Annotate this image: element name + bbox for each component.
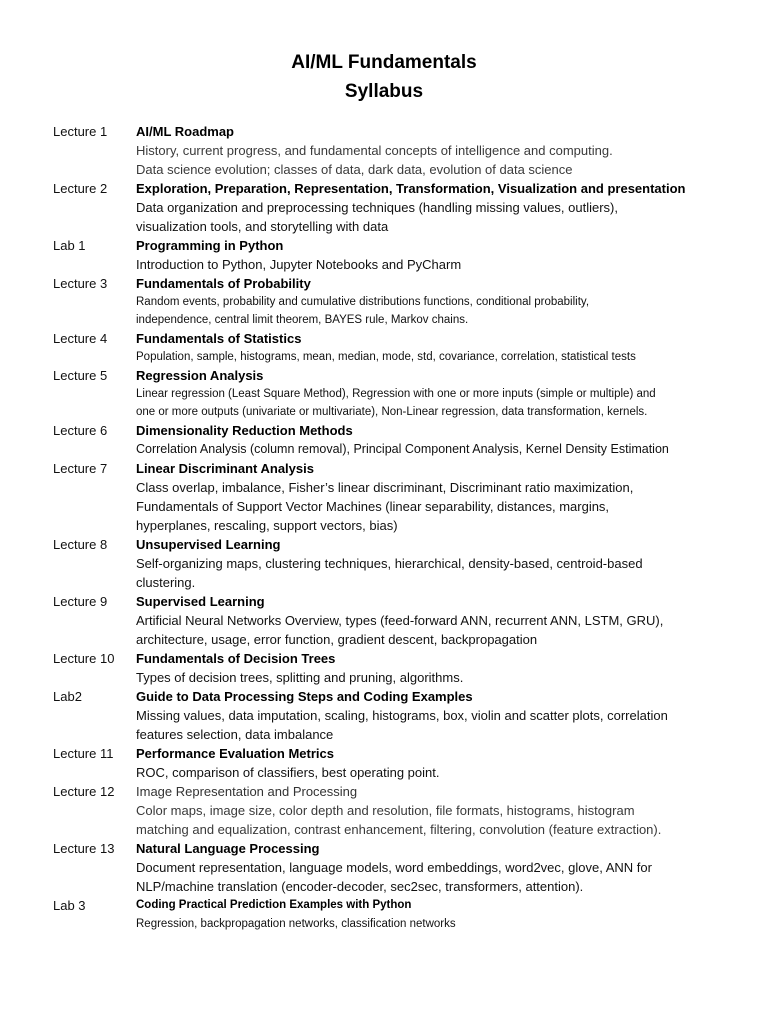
entry-label: Lecture 2 — [53, 181, 108, 196]
entry-description-line: Color maps, image size, color depth and resolution, file formats, histograms, histogram — [136, 803, 635, 818]
syllabus-entry — [53, 535, 718, 592]
entry-label: Lecture 3 — [53, 276, 108, 291]
syllabus-entry — [53, 179, 718, 236]
syllabus-entry — [53, 839, 718, 896]
entry-label: Lecture 9 — [53, 594, 108, 609]
document-subtitle: Syllabus — [344, 81, 424, 102]
entry-description-line: Introduction to Python, Jupyter Notebooks and PyCharm — [136, 257, 462, 272]
entry-label: Lab 3 — [53, 898, 86, 913]
entry-description-line: Random events, probability and cumulative distributions functions, conditional probability, — [136, 296, 590, 308]
entry-description-line: architecture, usage, error function, gradient descent, backpropagation — [136, 632, 538, 647]
entry-description-line: Fundamentals of Support Vector Machines (linear separability, distances, margins, — [136, 499, 610, 514]
entry-description-line: Missing values, data imputation, scaling, histograms, box, violin and scatter plots, correlation — [136, 708, 668, 723]
entry-description-line: one or more outputs (univariate or multivariate), Non-Linear regression, data transformation, kernels. — [136, 406, 648, 418]
entry-title: Fundamentals of Decision Trees — [136, 651, 336, 666]
entry-description-line: NLP/machine translation (encoder-decoder, sec2sec, transformers, attention). — [136, 879, 584, 894]
syllabus-entry — [53, 329, 718, 366]
entry-description-line: Data organization and preprocessing techniques (handling missing values, outliers), — [136, 200, 618, 215]
syllabus-entry — [53, 687, 718, 744]
entry-title: Supervised Learning — [136, 594, 265, 609]
entry-title: Unsupervised Learning — [136, 537, 281, 552]
syllabus-entry — [53, 782, 718, 839]
entry-title: Programming in Python — [136, 238, 284, 253]
entry-description-line: ROC, comparison of classifiers, best operating point. — [136, 765, 440, 780]
entry-description-line: Document representation, language models, word embeddings, word2vec, glove, ANN for — [136, 860, 652, 875]
entry-description-line: Data science evolution; classes of data, dark data, evolution of data science — [136, 162, 573, 177]
entry-description-line: independence, central limit theorem, BAYES rule, Markov chains. — [136, 314, 469, 326]
entry-description-line: Population, sample, histograms, mean, median, mode, std, covariance, correlation, statistical tests — [136, 351, 636, 363]
title-block — [0, 48, 768, 106]
entry-description-line: History, current progress, and fundamental concepts of intelligence and computing. — [136, 143, 613, 158]
syllabus-entry — [53, 236, 718, 274]
entry-label: Lab2 — [53, 689, 82, 704]
entry-label: Lecture 12 — [53, 784, 115, 799]
entry-description-line: Artificial Neural Networks Overview, types (feed-forward ANN, recurrent ANN, LSTM, GRU), — [136, 613, 664, 628]
document-title: AI/ML Fundamentals — [291, 52, 477, 73]
entry-label: Lecture 5 — [53, 368, 108, 383]
syllabus-entry — [53, 459, 718, 535]
syllabus-entry — [53, 421, 718, 459]
entry-description-line: Correlation Analysis (column removal), Principal Component Analysis, Kernel Density Estimation — [136, 442, 669, 456]
entry-label: Lab 1 — [53, 238, 86, 253]
entry-description-line: visualization tools, and storytelling with data — [136, 219, 389, 234]
entry-title: Natural Language Processing — [136, 841, 320, 856]
entry-title: Linear Discriminant Analysis — [136, 461, 314, 476]
entry-label: Lecture 1 — [53, 124, 108, 139]
entry-description-line: Types of decision trees, splitting and pruning, algorithms. — [136, 670, 464, 685]
entry-title: Regression Analysis — [136, 368, 264, 383]
syllabus-entry — [53, 592, 718, 649]
entry-label: Lecture 13 — [53, 841, 115, 856]
entry-label: Lecture 6 — [53, 423, 108, 438]
entry-description-line: clustering. — [136, 575, 196, 590]
entry-description-line: Linear regression (Least Square Method), Regression with one or more inputs (simple or multiple) and — [136, 388, 656, 400]
entry-label: Lecture 10 — [53, 651, 115, 666]
entry-title: Guide to Data Processing Steps and Coding Examples — [136, 689, 473, 704]
entry-description-line: matching and equalization, contrast enhancement, filtering, convolution (feature extraction). — [136, 822, 662, 837]
entry-description-line: Self-organizing maps, clustering techniques, hierarchical, density-based, centroid-based — [136, 556, 643, 571]
entry-label: Lecture 8 — [53, 537, 108, 552]
entry-description-line: features selection, data imbalance — [136, 727, 334, 742]
entry-description-line: Class overlap, imbalance, Fisher’s linear discriminant, Discriminant ratio maximization, — [136, 480, 634, 495]
entry-title: Fundamentals of Statistics — [136, 331, 302, 346]
syllabus-entry — [53, 649, 718, 687]
syllabus-list — [53, 122, 718, 933]
syllabus-entry — [53, 896, 718, 933]
syllabus-entry — [53, 744, 718, 782]
entry-description-line: Regression, backpropagation networks, classification networks — [136, 918, 456, 930]
entry-description-line: hyperplanes, rescaling, support vectors, bias) — [136, 518, 398, 533]
syllabus-entry — [53, 122, 718, 179]
entry-label: Lecture 4 — [53, 331, 108, 346]
entry-title: Exploration, Preparation, Representation, Transformation, Visualization and presentation — [136, 181, 686, 196]
syllabus-entry — [53, 274, 718, 329]
entry-label: Lecture 11 — [53, 746, 114, 761]
syllabus-entry — [53, 366, 718, 421]
entry-label: Lecture 7 — [53, 461, 108, 476]
entry-title: AI/ML Roadmap — [136, 124, 234, 139]
entry-title: Performance Evaluation Metrics — [136, 746, 334, 761]
entry-title: Dimensionality Reduction Methods — [136, 423, 353, 438]
entry-title: Fundamentals of Probability — [136, 276, 311, 291]
entry-title: Coding Practical Prediction Examples with Python — [136, 899, 412, 911]
entry-title: Image Representation and Processing — [136, 784, 358, 799]
